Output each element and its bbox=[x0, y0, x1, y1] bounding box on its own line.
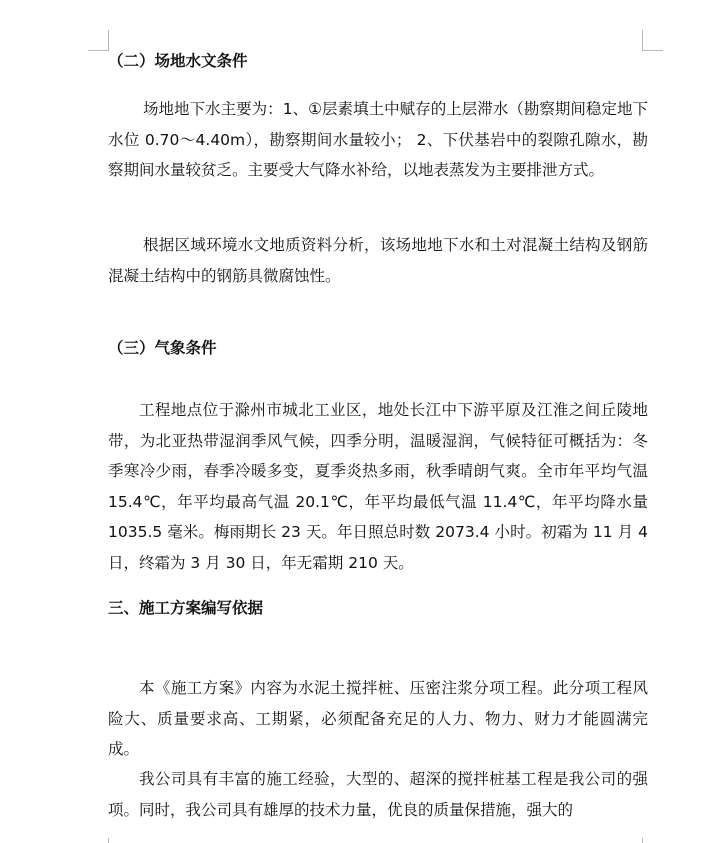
paragraph-climate: 工程地点位于滁州市城北工业区，地处长江中下游平原及江淮之间丘陵地带，为北亚热带湿润季风气候，四季分明，温暖湿润，气候特征可概括为：冬季寒冷少雨，春季冷暖多变，夏季炎热多雨，秋季晴朗气爽。全市年平均气温 15.4℃，年平均最高气温 20.1℃，年平均最低气温 11.4℃，年平均降水量 1035.5 毫米。梅雨期长 23 天。年日照总时数 2073.4 小时。初霜为 11 月 4 日，终霜为 3 月 30 日，年无霜期 210 天。 bbox=[108, 401, 648, 572]
paragraph-company-experience: 我公司具有丰富的施工经验，大型的、超深的搅拌桩基工程是我公司的强项。同时，我公司具有雄厚的技术力量，优良的质量保措施，强大的 bbox=[108, 770, 648, 819]
page-corner-mark-bottom-right bbox=[642, 838, 663, 843]
page-corner-mark-top-left bbox=[88, 30, 109, 51]
paragraph-groundwater: 场地地下水主要为：1、①层素填土中赋存的上层滞水（勘察期间稳定地下水位 0.70～4.40m），勘察期间水量较小； 2、下伏基岩中的裂隙孔隙水，勘察期间水量较贫乏。主要受大气降水补给，以地表蒸发为主要排泄方式。 bbox=[108, 100, 648, 179]
section-heading-climate: （三）气象条件 bbox=[108, 339, 217, 357]
page-corner-mark-top-right bbox=[642, 30, 663, 51]
paragraph-corrosion: 根据区域环境水文地质资料分析，该场地地下水和土对混凝土结构及钢筋混凝土结构中的钢筋具微腐蚀性。 bbox=[108, 236, 648, 285]
section-heading-hydrology: （二）场地水文条件 bbox=[108, 52, 248, 70]
paragraph-scope: 本《施工方案》内容为水泥土搅拌桩、压密注浆分项工程。此分项工程风险大、质量要求高、工期紧，必须配备充足的人力、物力、财力才能圆满完成。 bbox=[108, 679, 648, 758]
section-heading-basis: 三、施工方案编写依据 bbox=[108, 599, 264, 617]
page-corner-mark-bottom-left bbox=[88, 838, 109, 843]
